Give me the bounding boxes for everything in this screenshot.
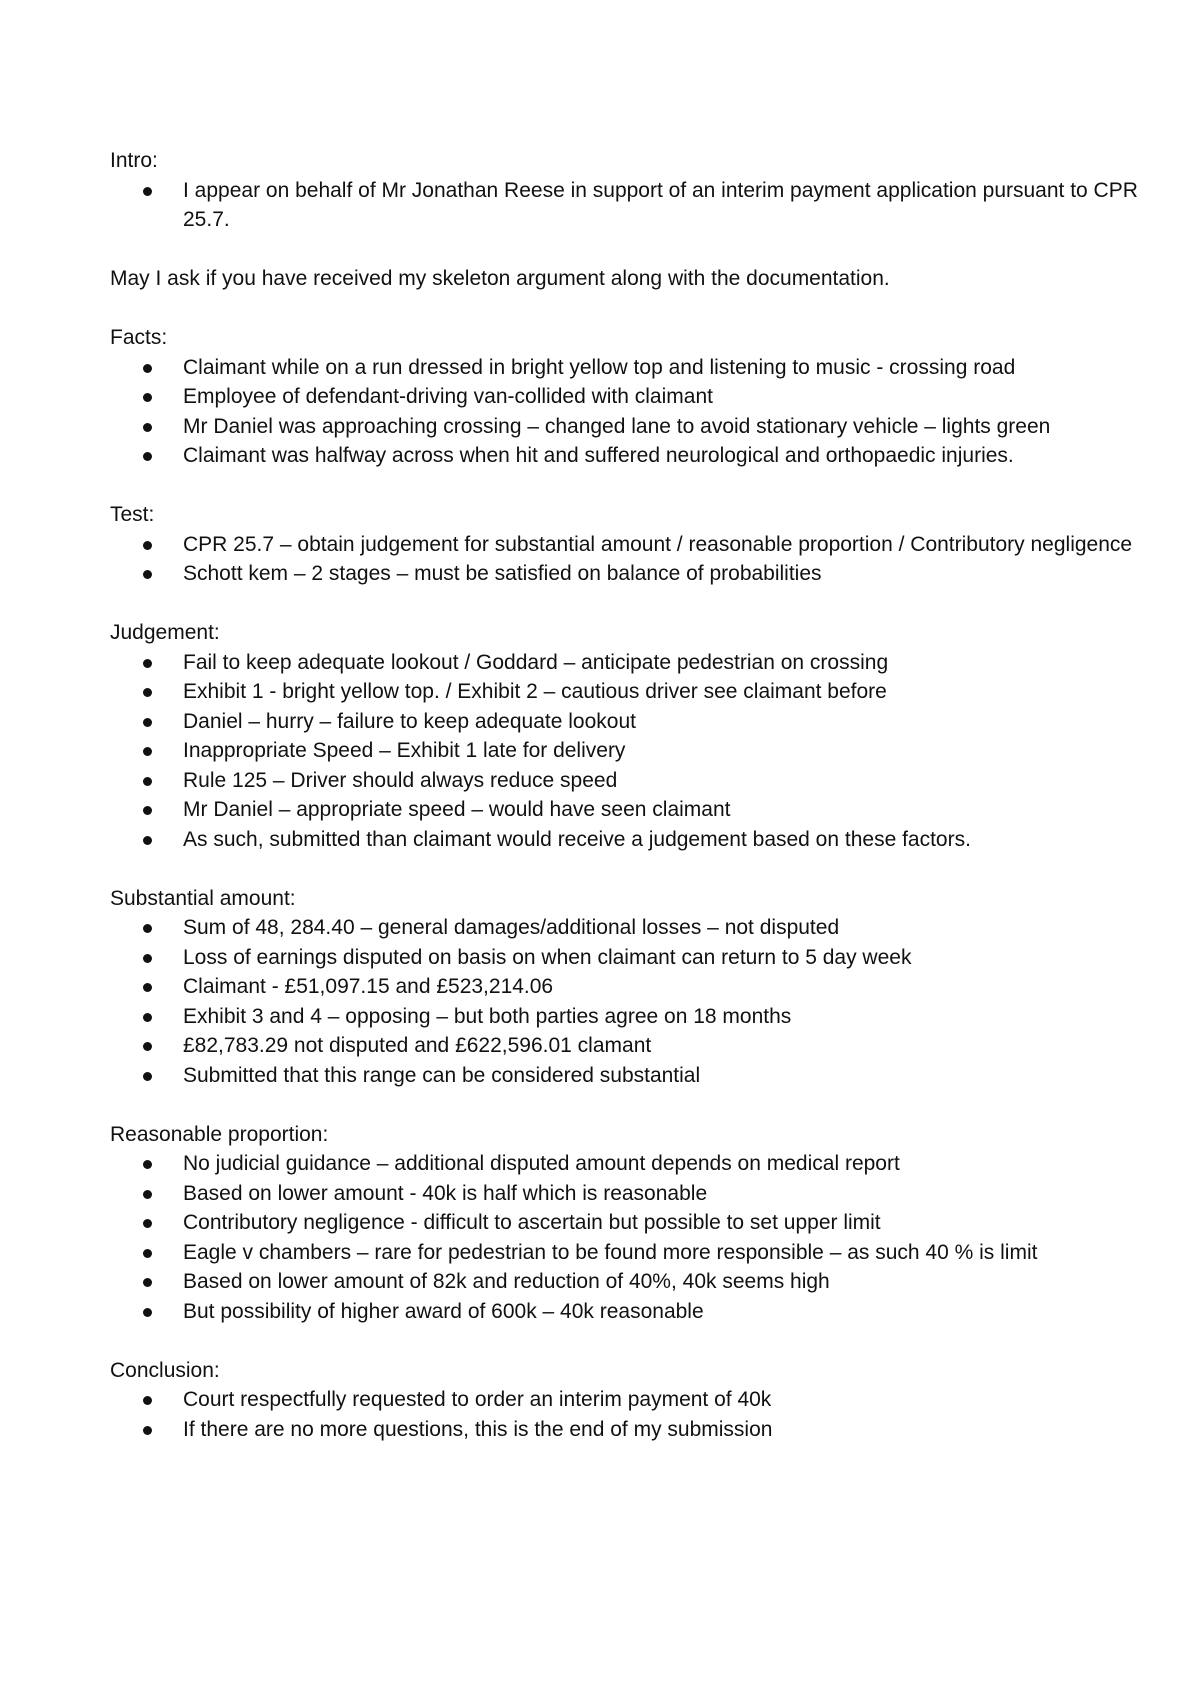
section-heading-conclusion: Conclusion: <box>110 1358 220 1382</box>
bullet-icon <box>143 659 152 668</box>
list-item <box>110 677 1160 707</box>
list-item <box>110 1179 1160 1209</box>
bullet-icon <box>143 777 152 786</box>
list-item <box>110 825 1160 855</box>
section-heading-facts: Facts: <box>110 326 168 349</box>
bullet-icon <box>143 364 152 373</box>
list-item-text: Mr Daniel – appropriate speed – would have seen claimant <box>183 798 731 821</box>
list-item-text: But possibility of higher award of 600k – 40k reasonable <box>183 1299 704 1323</box>
list-item-text: Exhibit 1 - bright yellow top. / Exhibit 2 – cautious driver see claimant before <box>183 680 887 703</box>
bullet-icon <box>143 806 152 815</box>
list-item <box>110 1385 1160 1415</box>
list-item <box>110 1002 1160 1032</box>
list-item-text: Schott kem – 2 stages – must be satisfied on balance of probabilities <box>183 562 822 585</box>
list-item-text: Exhibit 3 and 4 – opposing – but both parties agree on 18 months <box>183 1004 792 1028</box>
bullet-icon <box>143 1426 152 1435</box>
bullet-list-facts <box>110 353 1160 471</box>
bullet-list-judgement <box>110 648 1160 855</box>
list-item-text: Fail to keep adequate lookout / Goddard – anticipate pedestrian on crossing <box>183 650 889 674</box>
list-item-text: Rule 125 – Driver should always reduce speed <box>183 768 618 792</box>
bullet-icon <box>143 570 152 579</box>
list-item <box>110 176 1160 235</box>
bullet-list-reasonable-proportion <box>110 1149 1160 1326</box>
list-item-text: Claimant was halfway across when hit and suffered neurological and orthopaedic injuries. <box>183 444 1014 467</box>
paragraph-skeleton-argument: May I ask if you have received my skeleton argument along with the documentation. <box>110 267 890 290</box>
document-body <box>110 146 1160 1474</box>
list-item <box>110 1267 1160 1297</box>
bullet-icon <box>143 452 152 461</box>
list-item <box>110 1061 1160 1091</box>
section-heading-judgement: Judgement: <box>110 621 220 644</box>
list-item <box>110 648 1160 678</box>
bullet-icon <box>143 954 152 963</box>
list-item-text: Claimant while on a run dressed in bright yellow top and listening to music - crossing road <box>183 355 1016 379</box>
bullet-icon <box>143 718 152 727</box>
list-item <box>110 766 1160 796</box>
bullet-icon <box>143 983 152 992</box>
bullet-list-conclusion <box>110 1385 1160 1444</box>
list-item-text: Submitted that this range can be considered substantial <box>183 1063 701 1087</box>
list-item <box>110 412 1160 442</box>
list-item-text: No judicial guidance – additional disputed amount depends on medical report <box>183 1152 900 1175</box>
list-item-text: Inappropriate Speed – Exhibit 1 late for delivery <box>183 739 626 762</box>
list-item <box>110 972 1160 1002</box>
list-item <box>110 1031 1160 1061</box>
bullet-icon <box>143 1219 152 1228</box>
list-item <box>110 1415 1160 1445</box>
list-item-text: As such, submitted than claimant would receive a judgement based on these factors. <box>183 827 971 851</box>
list-item-text: CPR 25.7 – obtain judgement for substantial amount / reasonable proportion / Contributory negligence <box>183 532 1133 556</box>
list-item-text: Claimant - £51,097.15 and £523,214.06 <box>183 975 554 998</box>
list-item <box>110 441 1160 471</box>
section-substantial-amount <box>110 884 1160 1091</box>
bullet-icon <box>143 1249 152 1258</box>
bullet-list-substantial-amount <box>110 913 1160 1090</box>
section-reasonable-proportion <box>110 1120 1160 1327</box>
list-item <box>110 1297 1160 1327</box>
list-item <box>110 795 1160 825</box>
section-test <box>110 500 1160 589</box>
list-item <box>110 1208 1160 1238</box>
list-item-text: Based on lower amount of 82k and reduction of 40%, 40k seems high <box>183 1270 830 1293</box>
list-item-text: Eagle v chambers – rare for pedestrian to be found more responsible – as such 40 % is limit <box>183 1240 1038 1264</box>
section-intro <box>110 146 1160 235</box>
section-heading-substantial-amount: Substantial amount: <box>110 886 296 910</box>
bullet-icon <box>143 541 152 550</box>
list-item <box>110 707 1160 737</box>
list-item-text: If there are no more questions, this is the end of my submission <box>183 1417 773 1441</box>
bullet-icon <box>143 747 152 756</box>
bullet-icon <box>143 1190 152 1199</box>
section-facts <box>110 323 1160 471</box>
bullet-icon <box>143 423 152 432</box>
section-heading-reasonable-proportion: Reasonable proportion: <box>110 1122 329 1146</box>
list-item <box>110 1238 1160 1268</box>
list-item-text: Contributory negligence - difficult to ascertain but possible to set upper limit <box>183 1211 881 1234</box>
list-item-text: I appear on behalf of Mr Jonathan Reese in support of an interim payment application pursuant to CPR 25.7. <box>183 178 1138 231</box>
list-item <box>110 353 1160 383</box>
list-item-text: Mr Daniel was approaching crossing – changed lane to avoid stationary vehicle – lights green <box>183 414 1051 438</box>
bullet-list-intro <box>110 176 1160 235</box>
bullet-icon <box>143 1396 152 1405</box>
section-conclusion <box>110 1356 1160 1445</box>
list-item <box>110 530 1160 560</box>
list-item <box>110 559 1160 589</box>
bullet-icon <box>143 1072 152 1081</box>
list-item-text: Based on lower amount - 40k is half which is reasonable <box>183 1181 708 1205</box>
bullet-icon <box>143 688 152 697</box>
bullet-icon <box>143 1013 152 1022</box>
list-item <box>110 913 1160 943</box>
bullet-icon <box>143 1160 152 1169</box>
list-item <box>110 736 1160 766</box>
list-item-text: £82,783.29 not disputed and £622,596.01 clamant <box>183 1034 652 1057</box>
list-item <box>110 1149 1160 1179</box>
bullet-icon <box>143 393 152 402</box>
section-heading-test: Test: <box>110 503 155 526</box>
bullet-icon <box>143 836 152 845</box>
bullet-icon <box>143 924 152 933</box>
list-item-text: Court respectfully requested to order an interim payment of 40k <box>183 1388 772 1411</box>
bullet-icon <box>143 1042 152 1051</box>
list-item-text: Daniel – hurry – failure to keep adequate lookout <box>183 709 636 733</box>
bullet-icon <box>143 1278 152 1287</box>
section-heading-intro: Intro: <box>110 149 158 172</box>
list-item-text: Sum of 48, 284.40 – general damages/additional losses – not disputed <box>183 916 840 939</box>
list-item-text: Employee of defendant-driving van-collided with claimant <box>183 385 713 408</box>
list-item <box>110 382 1160 412</box>
list-item-text: Loss of earnings disputed on basis on when claimant can return to 5 day week <box>183 945 912 969</box>
list-item <box>110 943 1160 973</box>
bullet-icon <box>143 187 152 196</box>
section-judgement <box>110 618 1160 854</box>
bullet-list-test <box>110 530 1160 589</box>
bullet-icon <box>143 1308 152 1317</box>
